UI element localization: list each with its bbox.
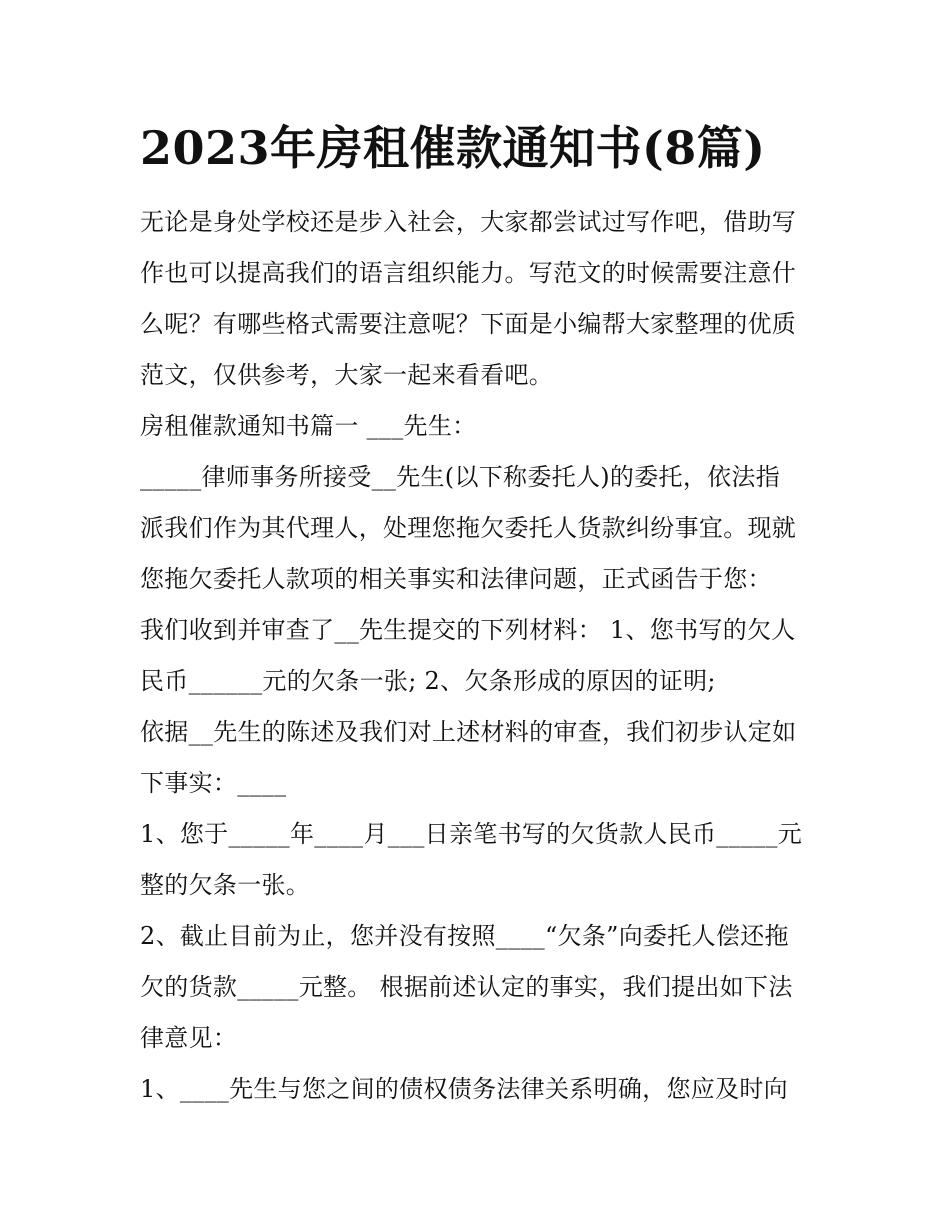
paragraph-line: 下事实：____ [140,769,287,797]
paragraph-line: 2、截止目前为止，您并没有按照____“欠条”向委托人偿还拖 [140,922,789,950]
paragraph-line: 律意见： [140,1024,238,1052]
paragraph-line: _____律师事务所接受__先生(以下称委托人)的委托，依法指 [140,463,781,491]
paragraph-line: 依据__先生的陈述及我们对上述材料的审查，我们初步认定如 [140,718,797,746]
paragraph-line: 1、____先生与您之间的债权债务法律关系明确，您应及时向 [140,1075,788,1103]
paragraph-line: 整的欠条一张。 [140,871,311,899]
paragraph-line: 无论是身处学校还是步入社会，大家都尝试过写作吧，借助写 [140,208,797,236]
paragraph-line: 派我们作为其代理人，处理您拖欠委托人货款纠纷事宜。现就 [140,514,797,542]
section-heading-line: 房租催款通知书篇一 ___先生： [140,412,477,440]
document-title: 2023年房租催款通知书(8篇) [140,121,766,175]
paragraph-line: 么呢？有哪些格式需要注意呢？下面是小编帮大家整理的优质 [140,310,797,338]
paragraph-line: 我们收到并审查了__先生提交的下列材料： 1、您书写的欠人 [140,616,796,644]
paragraph-line: 1、您于_____年____月___日亲笔书写的欠货款人民币_____元 [140,820,803,848]
paragraph-line: 作也可以提高我们的语言组织能力。写范文的时候需要注意什 [140,259,797,287]
paragraph-line: 民币______元的欠条一张; 2、欠条形成的原因的证明; [140,667,716,695]
paragraph-line: 您拖欠委托人款项的相关事实和法律问题，正式函告于您： [140,565,772,593]
paragraph-line: 范文，仅供参考，大家一起来看看吧。 [140,361,554,389]
paragraph-line: 欠的货款_____元整。 根据前述认定的事实，我们提出如下法 [140,973,793,1001]
